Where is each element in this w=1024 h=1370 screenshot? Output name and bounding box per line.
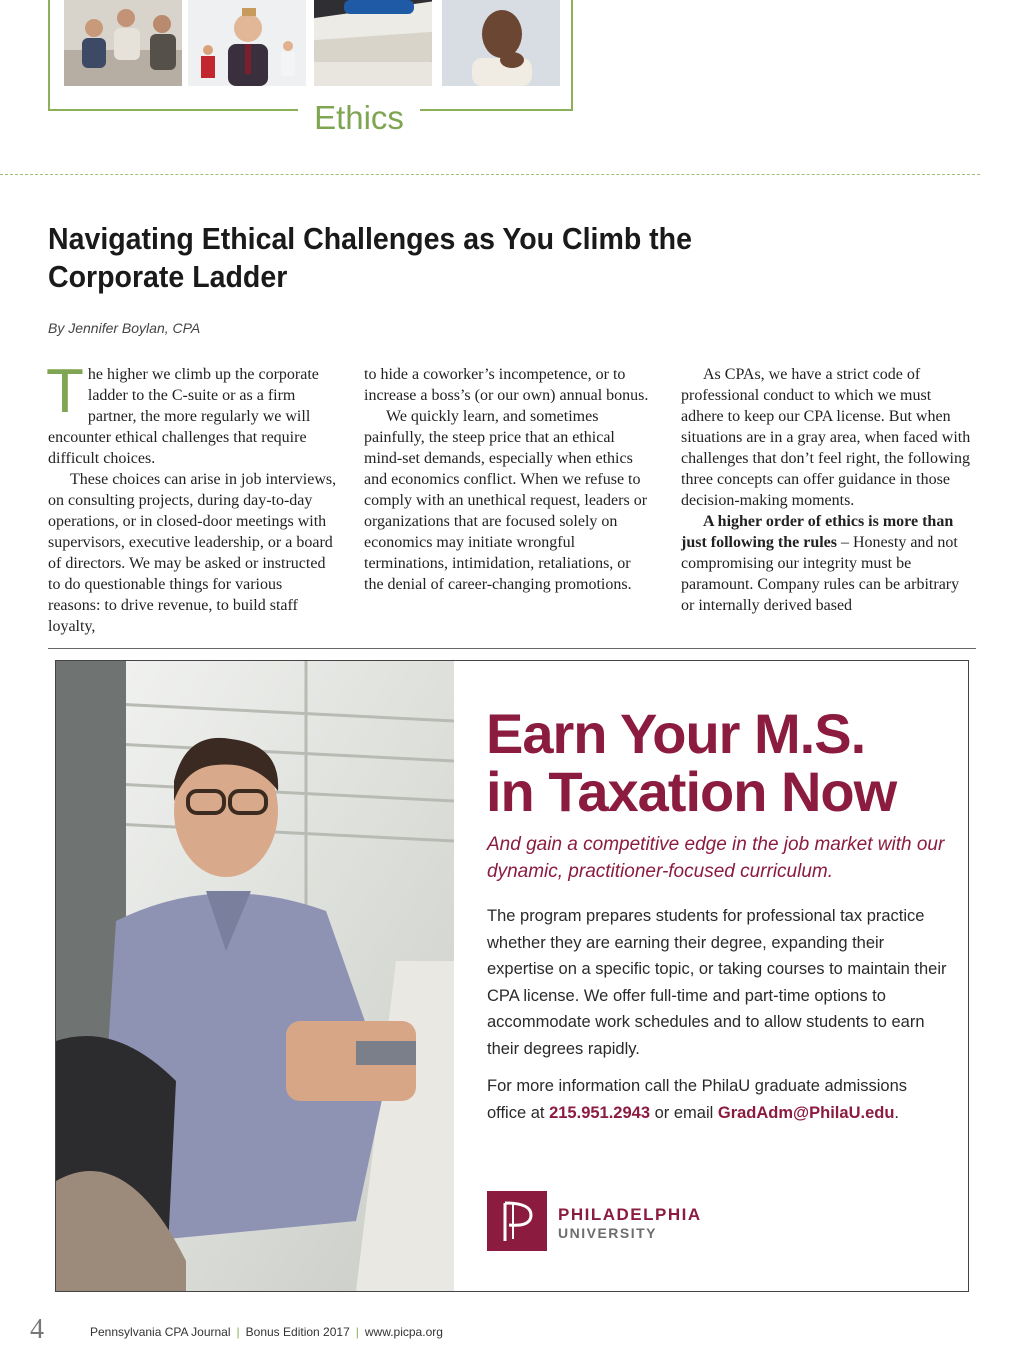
drop-cap: T xyxy=(46,357,84,426)
paragraph: As CPAs, we have a strict code of professional conduct to which we must adhere to keep our CPA license. But when situations are in a gray area, when faced with challenges that don’t feel right, the following three concepts can offer guidance in those decision-making moments. xyxy=(681,366,971,509)
paperwork-photo xyxy=(314,0,432,86)
paragraph: The higher we climb up the corporate ladder to the C-suite or as a firm partner, the more regularly we will encounter ethical challenges that require difficult choices. xyxy=(46,357,319,467)
university-name: PHILADELPHIA xyxy=(558,1205,702,1224)
office-worker-with-superheroes-photo xyxy=(188,0,306,86)
page-footer: Pennsylvania CPA Journal | Bonus Edition 2017 | www.picpa.org xyxy=(90,1325,443,1339)
ad-contact-info: For more information call the PhilaU graduate admissions office at 215.951.2943 or email GradAdm@PhilaU.edu. xyxy=(487,1077,908,1122)
ad-subheadline: And gain a competitive edge in the job market with our dynamic, practitioner-focused curriculum. xyxy=(487,834,945,882)
paragraph: These choices can arise in job interviews, on consulting projects, during day-to-day operations, or in closed-door meetings with supervisors, executive leadership, or a board of directors. We may be asked or instructed to do questionable things for various reasons: to drive revenue, to build staff loyalty, xyxy=(48,471,337,635)
advertisement xyxy=(55,660,969,1292)
business-meeting-photo xyxy=(64,0,182,86)
website-link[interactable]: www.picpa.org xyxy=(364,1325,443,1339)
ad-headline: Earn Your M.S. in Taxation Now xyxy=(486,702,897,823)
university-logo-icon xyxy=(487,1191,547,1251)
paragraph: to hide a coworker’s incompetence, or to increase a boss’s (or our own) annual bonus. xyxy=(364,366,649,404)
article-column-1 xyxy=(46,357,338,637)
paragraph: A higher order of ethics is more than just following the rules – Honesty and not compromising our integrity must be paramount. Company rules can be arbitrary or internally derived based xyxy=(681,513,960,614)
ad-body-text: The program prepares students for professional tax practice whether they are earning their degree, expanding their expertise on a specific topic, or taking courses to maintain their CPA license. We offer full-time and part-time options to accommodate work schedules and to allow students to earn their degrees rapidly. xyxy=(487,907,947,1058)
thinking-man-photo xyxy=(442,0,560,86)
article-rule xyxy=(48,648,976,649)
article-column-3 xyxy=(681,364,971,616)
student-in-classroom-photo xyxy=(56,661,454,1291)
journal-name: Pennsylvania CPA Journal xyxy=(90,1325,231,1339)
article-column-2 xyxy=(364,364,654,595)
paragraph: We quickly learn, and sometimes painfully, the steep price that an ethical mind-set demands, especially when ethics and economics conflict. When we refuse to comply with an unethical request, leaders or organizations that are focused solely on economics may initiate wrongful terminations, intimidation, retaliations, or the denial of career-changing promotions. xyxy=(364,408,648,593)
email-link[interactable]: GradAdm@PhilaU.edu xyxy=(717,1103,895,1122)
concept-heading: A higher order of ethics is more than just following the rules xyxy=(681,513,954,551)
section-divider xyxy=(0,174,980,175)
article-title: Navigating Ethical Challenges as You Climb the Corporate Ladder xyxy=(48,221,692,294)
article-byline: By Jennifer Boylan, CPA xyxy=(48,320,201,336)
phone-number: 215.951.2943 xyxy=(549,1103,651,1122)
section-banner xyxy=(48,0,573,136)
section-label: Ethics xyxy=(298,98,420,138)
university-label: UNIVERSITY xyxy=(558,1225,658,1241)
page-number: 4 xyxy=(30,1314,44,1345)
edition-label: Bonus Edition 2017 xyxy=(245,1325,350,1339)
